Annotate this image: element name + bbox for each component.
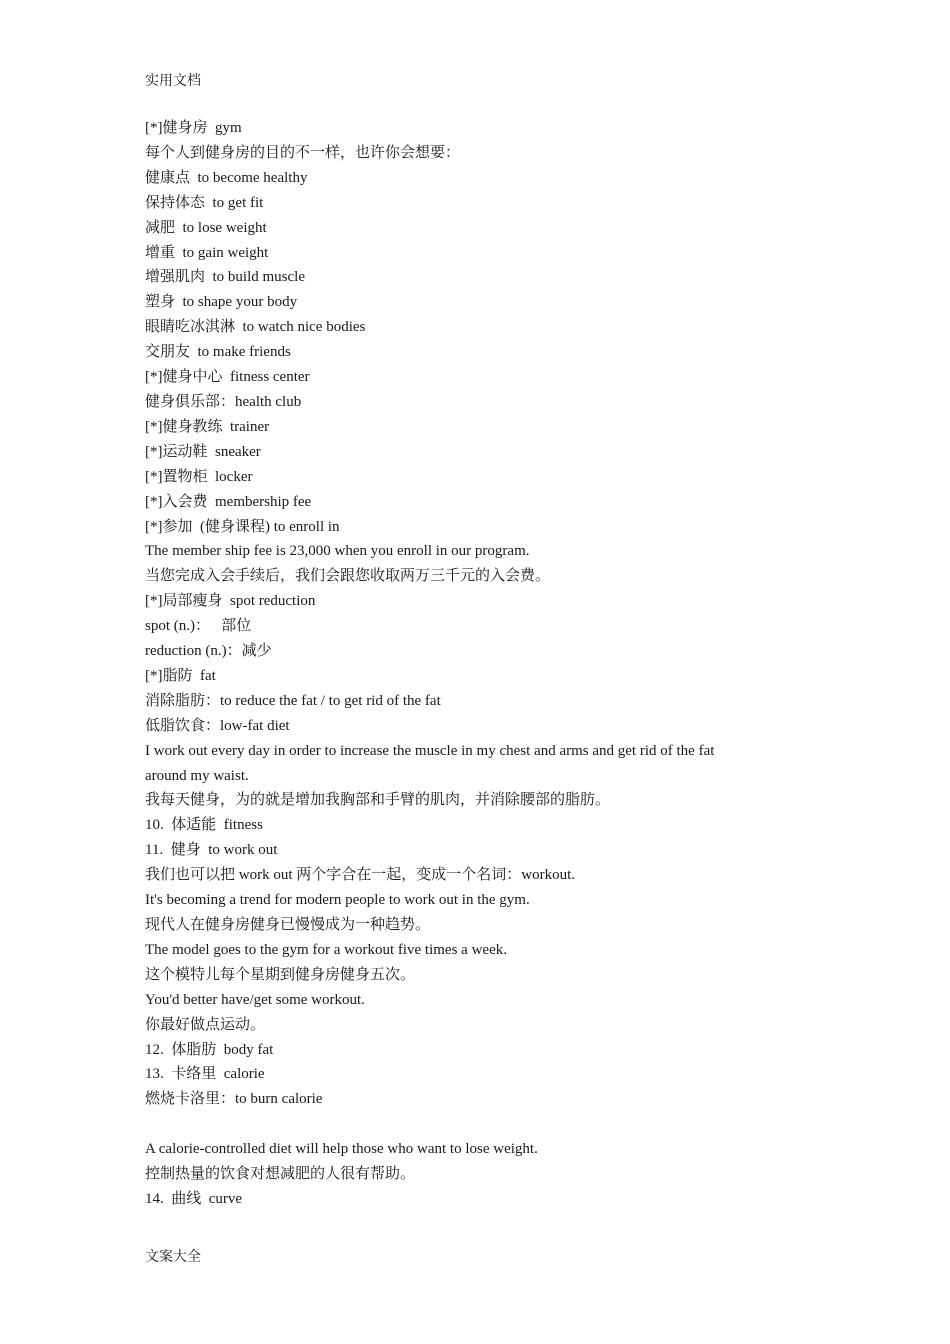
text-line: [*]健身教练 trainer: [145, 418, 270, 435]
text-line: The model goes to the gym for a workout five times a week.: [145, 941, 507, 958]
text-line: 13. 卡络里 calorie: [145, 1066, 265, 1083]
text-line: [*]局部瘦身 spot reduction: [145, 593, 316, 610]
text-line: 眼睛吃冰淇淋 to watch nice bodies: [145, 319, 366, 336]
text-line: 每个人到健身房的目的不一样，也许你会想要：: [145, 144, 461, 161]
text-line: You'd better have/get some workout.: [145, 991, 365, 1008]
text-line: 我每天健身，为的就是增加我胸部和手臂的肌肉，并消除腰部的脂肪。: [145, 792, 611, 809]
text-line: 交朋友 to make friends: [145, 344, 291, 361]
document-body: [145, 116, 825, 1212]
text-line: 你最好做点运动。: [145, 1016, 266, 1033]
text-line: [*]健身房 gym: [145, 120, 242, 136]
text-line: 当您完成入会手续后，我们会跟您收取两万三千元的入会费。: [145, 568, 551, 585]
text-line: A calorie-controlled diet will help those who want to lose weight.: [145, 1141, 538, 1158]
text-line: 低脂饮食：low-fat diet: [145, 717, 290, 734]
text-line: [*]置物柜 locker: [145, 468, 253, 485]
text-line: 现代人在健身房健身已慢慢成为一种趋势。: [145, 917, 431, 933]
text-line: I work out every day in order to increase the muscle in my chest and arms and get rid of the fat: [145, 742, 715, 759]
page-header: 实用文档: [145, 73, 201, 89]
text-line: 我们也可以把 work out 两个字合在一起，变成一个名词：workout.: [145, 867, 575, 884]
text-line: 健身俱乐部：health club: [145, 393, 302, 410]
text-line: It's becoming a trend for modern people to work out in the gym.: [145, 892, 530, 909]
text-line: 控制热量的饮食对想减肥的人很有帮助。: [145, 1166, 416, 1183]
page-footer: 文案大全: [145, 1249, 201, 1265]
text-line: 14. 曲线 curve: [145, 1190, 243, 1207]
text-line: 消除脂肪：to reduce the fat / to get rid of the fat: [145, 692, 441, 709]
blank-line: [145, 1112, 825, 1137]
text-line: 塑身 to shape your body: [145, 294, 298, 311]
text-line: around my waist.: [145, 767, 249, 784]
text-line: 增重 to gain weight: [145, 244, 269, 261]
text-line: 燃烧卡洛里：to burn calorie: [145, 1091, 323, 1108]
text-line: spot (n.)： 部位: [145, 618, 252, 635]
text-line: [*]脂防 fat: [145, 667, 216, 684]
text-line: reduction (n.)：减少: [145, 643, 272, 660]
text-line: 减肥 to lose weight: [145, 219, 267, 236]
text-line: 11. 健身 to work out: [145, 842, 278, 859]
text-line: 保持体态 to get fit: [145, 194, 264, 211]
text-line: 健康点 to become healthy: [145, 169, 308, 186]
text-line: [*]参加 (健身课程) to enroll in: [145, 518, 340, 535]
text-line: 增强肌肉 to build muscle: [145, 269, 305, 286]
text-line: The member ship fee is 23,000 when you enroll in our program.: [145, 543, 530, 560]
text-line: [*]入会费 membership fee: [145, 493, 312, 510]
text-line: 12. 体脂肪 body fat: [145, 1041, 274, 1058]
text-line: 10. 体适能 fitness: [145, 817, 263, 834]
text-line: 这个模特儿每个星期到健身房健身五次。: [145, 966, 416, 983]
text-line: [*]运动鞋 sneaker: [145, 443, 261, 460]
text-line: [*]健身中心 fitness center: [145, 369, 310, 386]
